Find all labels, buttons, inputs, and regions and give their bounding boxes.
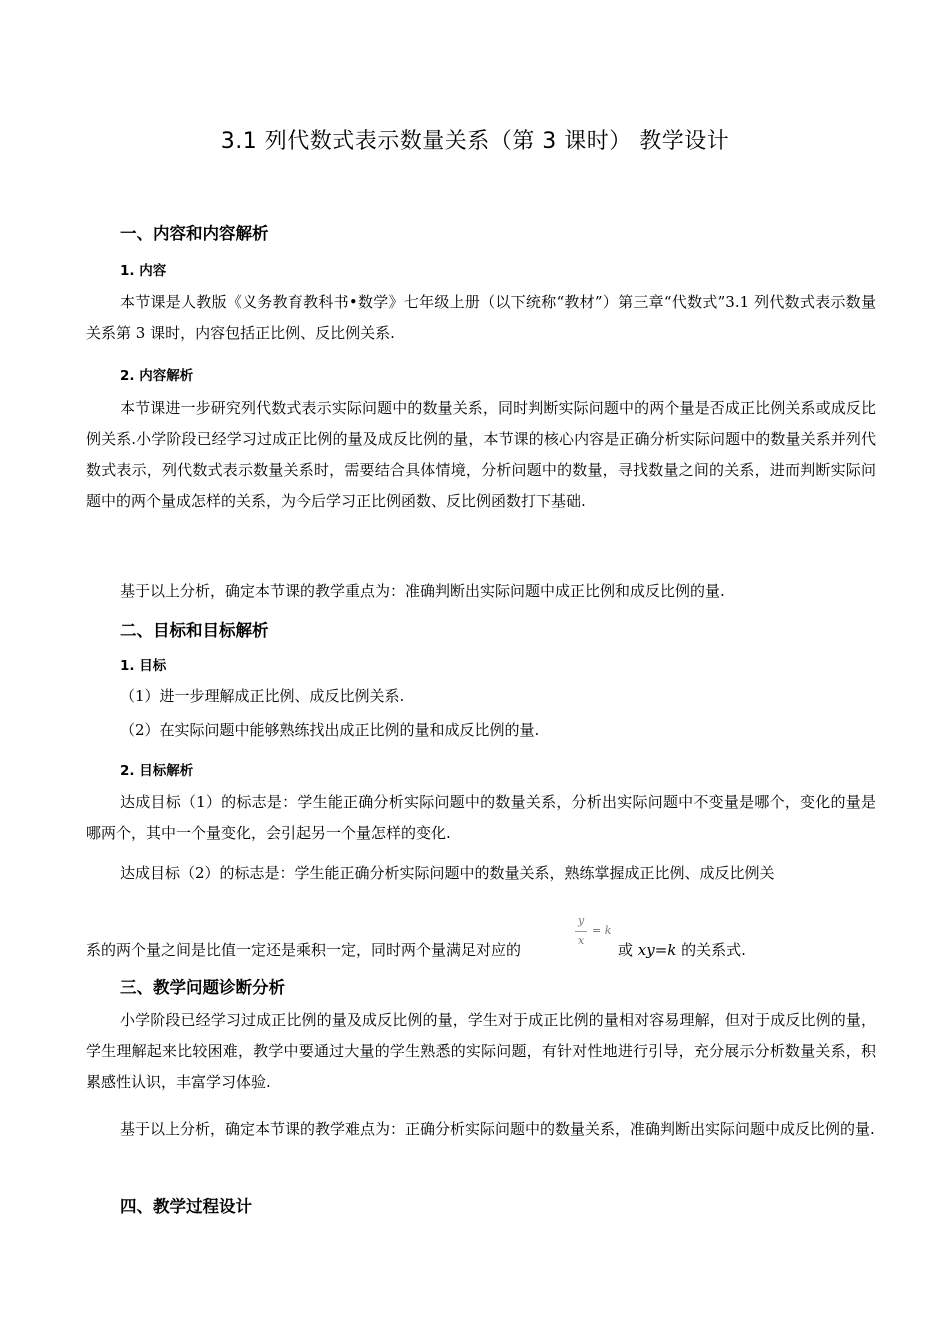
section1-sub2-text: 本节课进一步研究列代数式表示实际问题中的数量关系，同时判断实际问题中的两个量是否成正比例关系或成反比例关系.小学阶段已经学习过成正比例的量及成反比例的量，本节课的核心内容是正确分析实际问题中的数量关系并列代数式表示，列代数式表示数量关系时，需要结合具体情境，分析问题中的数量，寻找数量之间的关系，进而判断实际问题中的两个量成怎样的关系，为今后学习正比例函数、反比例函数打下基础. (86, 399, 876, 510)
formula-rhs: = k (592, 924, 612, 937)
section2-heading: 二、目标和目标解析 (120, 621, 269, 640)
section1-sub1-text: 本节课是人教版《义务教育教科书•数学》七年级上册（以下统称“教材”）第三章“代数式”3.1 列代数式表示数量关系第 3 课时，内容包括正比例、反比例关系. (86, 293, 876, 342)
section1-heading: 一、内容和内容解析 (120, 224, 269, 243)
goal-item-2: （2）在实际问题中能够熟练找出成正比例的量和成反比例的量. (120, 721, 540, 739)
goal-analysis-2: 达成目标（2）的标志是：学生能正确分析实际问题中的数量关系，熟练掌握成正比例、成反比例关 (120, 864, 775, 882)
formula-denominator: x (578, 934, 585, 947)
section3-heading: 三、教学问题诊断分析 (120, 978, 285, 997)
section3-para2: 基于以上分析，确定本节课的教学难点为：正确分析实际问题中的数量关系，准确判断出实际问题中成反比例的量. (120, 1120, 875, 1138)
section1-sub1-heading: 1. 内容 (120, 263, 167, 279)
goal-analysis-2-continued (86, 939, 521, 960)
page-title: 3.1 列代数式表示数量关系（第 3 课时） 教学设计 (220, 129, 730, 154)
section2-sub1-heading: 1. 目标 (120, 658, 167, 674)
section1-sub2-text2: 基于以上分析，确定本节课的教学重点为：准确判断出实际问题中成正比例和成反比例的量. (120, 582, 725, 600)
analysis2-end: 的关系式. (681, 941, 746, 959)
goal-item-1: （1）进一步理解成正比例、成反比例关系. (120, 687, 405, 705)
analysis2-or: 或 (618, 941, 634, 959)
goal-analysis-2-tail (618, 939, 746, 960)
goal-analysis-1: 达成目标（1）的标志是：学生能正确分析实际问题中的数量关系，分析出实际问题中不变量是哪个，变化的量是哪两个，其中一个量变化，会引起另一个量怎样的变化. (86, 793, 876, 842)
analysis2-cont-text: 系的两个量之间是比值一定还是乘积一定，同时两个量满足对应的 (86, 941, 522, 959)
section2-sub2-heading: 2. 目标解析 (120, 763, 194, 779)
section1-sub2-heading: 2. 内容解析 (120, 368, 194, 384)
formula-numerator: y (578, 914, 585, 927)
section3-para1: 小学阶段已经学习过成正比例的量及成反比例的量，学生对于成正比例的量相对容易理解，但对于成反比例的量，学生理解起来比较困难，教学中要通过大量的学生熟悉的实际问题，有针对性地进行引导，充分展示分析数量关系，积累感性认识，丰富学习体验. (86, 1011, 876, 1091)
section4-heading: 四、教学过程设计 (120, 1197, 252, 1216)
formula-fraction-bar (575, 931, 587, 932)
analysis2-xy-formula: xy=k (637, 941, 677, 959)
